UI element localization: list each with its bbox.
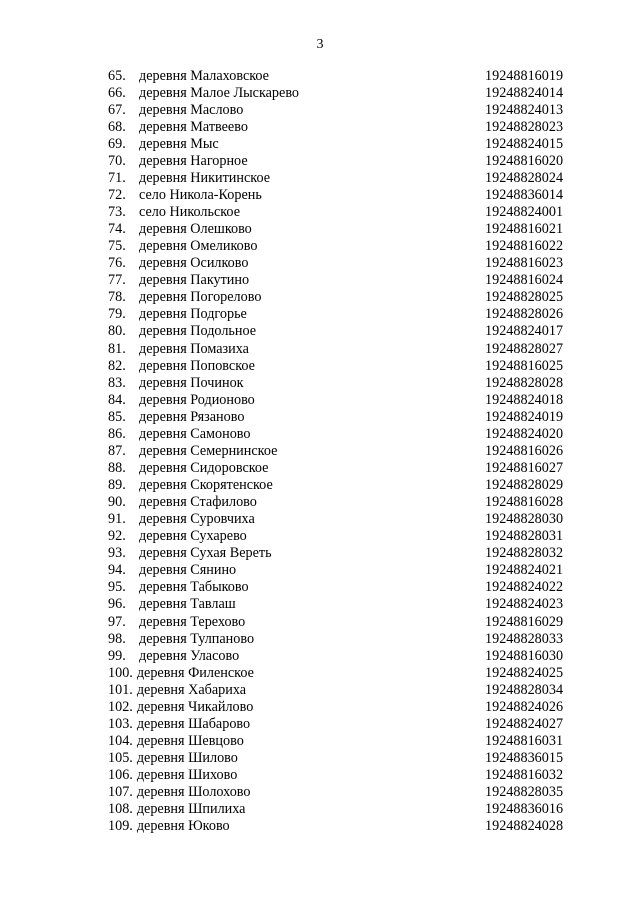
oktmo-code: 19248828030 [485, 511, 564, 528]
list-item [0, 221, 640, 238]
settlement-name: деревня Филенское [136, 664, 254, 681]
item-number: 71. [108, 169, 126, 186]
list-item [0, 596, 640, 613]
list-item [0, 631, 640, 648]
oktmo-code: 19248816022 [485, 238, 564, 255]
item-number: 95. [108, 579, 126, 596]
oktmo-code: 19248816029 [485, 613, 564, 630]
oktmo-code: 19248824023 [485, 596, 564, 613]
list-item [0, 614, 640, 631]
list-item [0, 272, 640, 289]
item-number: 87. [108, 442, 126, 459]
settlement-name: деревня Сидоровское [139, 459, 269, 476]
list-item [0, 119, 640, 136]
settlement-name: деревня Омеликово [139, 238, 258, 255]
settlement-name: деревня Уласово [139, 647, 240, 664]
list-item [0, 443, 640, 460]
list-item [0, 716, 640, 733]
oktmo-code: 19248816024 [485, 272, 564, 289]
settlement-name: деревня Олешково [139, 221, 252, 238]
oktmo-code: 19248824014 [485, 84, 564, 101]
oktmo-code: 19248828025 [485, 289, 564, 306]
settlement-name: деревня Скорятенское [139, 477, 273, 493]
settlement-name: деревня Шилово [136, 750, 238, 766]
settlement-name: деревня Рязаново [139, 408, 245, 425]
oktmo-code: 19248816026 [485, 442, 564, 459]
oktmo-code: 19248828032 [485, 545, 564, 562]
settlement-name: деревня Мыс [139, 135, 219, 152]
settlement-name: деревня Шпилиха [136, 801, 246, 818]
oktmo-code: 19248824021 [485, 562, 564, 579]
settlement-name: деревня Сухарево [139, 528, 247, 545]
item-number: 103. [108, 715, 133, 732]
oktmo-code: 19248816030 [485, 647, 564, 664]
settlement-name: деревня Табыково [139, 579, 249, 596]
oktmo-code: 19248836014 [485, 186, 564, 203]
item-number: 82. [108, 357, 126, 374]
item-number: 105. [108, 750, 133, 766]
list-item [0, 306, 640, 323]
list-item [0, 460, 640, 477]
list-item [0, 477, 640, 494]
oktmo-code: 19248828034 [485, 681, 564, 698]
list-item [0, 409, 640, 426]
oktmo-code: 19248824028 [485, 818, 564, 835]
settlement-name: деревня Погорелово [139, 289, 262, 306]
list-item [0, 136, 640, 153]
list-item [0, 494, 640, 511]
item-number: 81. [108, 340, 126, 357]
settlement-name: деревня Осилково [139, 255, 249, 272]
settlement-name: деревня Подольное [139, 323, 257, 340]
item-number: 78. [108, 289, 126, 306]
settlement-name: деревня Стафилово [139, 494, 257, 511]
oktmo-code: 19248816031 [485, 732, 564, 749]
settlement-name: деревня Суровчиха [139, 511, 255, 528]
oktmo-code: 19248824001 [485, 204, 564, 220]
item-number: 77. [108, 272, 126, 289]
oktmo-code: 19248828031 [485, 528, 564, 545]
item-number: 75. [108, 238, 126, 255]
list-item [0, 528, 640, 545]
list-item [0, 545, 640, 562]
item-number: 67. [108, 101, 126, 118]
item-number: 93. [108, 545, 126, 562]
page-number: 3 [316, 37, 324, 52]
oktmo-code: 19248816021 [485, 221, 564, 238]
list-item [0, 579, 640, 596]
oktmo-code: 19248828026 [485, 306, 564, 323]
oktmo-code: 19248828029 [485, 477, 564, 493]
item-number: 86. [108, 425, 126, 442]
list-item [0, 187, 640, 204]
oktmo-code: 19248816023 [485, 255, 564, 272]
oktmo-code: 19248824025 [485, 664, 564, 681]
item-number: 98. [108, 630, 126, 647]
oktmo-code: 19248824022 [485, 579, 564, 596]
settlement-name: деревня Чикайлово [136, 698, 254, 715]
item-number: 69. [108, 135, 126, 152]
oktmo-code: 19248828027 [485, 340, 564, 357]
settlement-name: деревня Матвеево [139, 118, 248, 135]
oktmo-code: 19248828035 [485, 784, 564, 801]
item-number: 97. [108, 613, 126, 630]
list-item [0, 767, 640, 784]
settlement-list [0, 68, 640, 836]
item-number: 104. [108, 732, 133, 749]
settlement-name: деревня Самоново [139, 425, 251, 442]
list-item [0, 153, 640, 170]
item-number: 73. [108, 204, 126, 220]
list-item [0, 665, 640, 682]
oktmo-code: 19248824015 [485, 135, 564, 152]
list-item [0, 289, 640, 306]
settlement-name: деревня Юково [136, 818, 230, 835]
list-item [0, 511, 640, 528]
settlement-name: деревня Шолохово [136, 784, 251, 801]
oktmo-code: 19248828024 [485, 169, 564, 186]
settlement-name: деревня Родионово [139, 391, 255, 408]
oktmo-code: 19248824020 [485, 425, 564, 442]
list-item [0, 204, 640, 221]
item-number: 83. [108, 374, 126, 391]
oktmo-code: 19248824018 [485, 391, 564, 408]
settlement-name: деревня Шихово [136, 767, 238, 784]
item-number: 92. [108, 528, 126, 545]
list-item [0, 801, 640, 818]
list-item [0, 682, 640, 699]
settlement-name: деревня Подгорье [139, 306, 247, 323]
list-item [0, 750, 640, 767]
settlement-name: деревня Тавлаш [139, 596, 236, 613]
list-item [0, 818, 640, 835]
item-number: 84. [108, 391, 126, 408]
settlement-name: деревня Маслово [139, 101, 244, 118]
item-number: 96. [108, 596, 126, 613]
list-item [0, 426, 640, 443]
item-number: 107. [108, 784, 133, 801]
oktmo-code: 19248816027 [485, 459, 564, 476]
oktmo-code: 19248828028 [485, 374, 564, 391]
settlement-name: деревня Шевцово [136, 732, 244, 749]
settlement-name: деревня Починок [139, 374, 244, 391]
item-number: 91. [108, 511, 126, 528]
item-number: 102. [108, 698, 133, 715]
settlement-name: село Никольское [139, 204, 240, 220]
item-number: 90. [108, 494, 126, 511]
oktmo-code: 19248828033 [485, 630, 564, 647]
settlement-name: деревня Никитинское [139, 169, 271, 186]
oktmo-code: 19248824017 [485, 323, 564, 340]
settlement-name: деревня Шабарово [136, 715, 251, 732]
oktmo-code: 19248824027 [485, 715, 564, 732]
list-item [0, 238, 640, 255]
item-number: 109. [108, 818, 133, 835]
list-item [0, 699, 640, 716]
oktmo-code: 19248816020 [485, 152, 564, 169]
item-number: 108. [108, 801, 133, 818]
list-item [0, 358, 640, 375]
settlement-name: деревня Сухая Вереть [139, 545, 272, 562]
settlement-name: деревня Хабариха [136, 681, 247, 698]
oktmo-code: 19248816032 [485, 767, 564, 784]
item-number: 101. [108, 681, 133, 698]
settlement-name: деревня Нагорное [139, 152, 248, 169]
list-item [0, 102, 640, 119]
list-item [0, 375, 640, 392]
item-number: 85. [108, 408, 126, 425]
oktmo-code: 19248836015 [485, 750, 564, 766]
settlement-name: деревня Семернинское [139, 442, 278, 459]
list-item [0, 68, 640, 85]
settlement-name: деревня Терехово [139, 613, 246, 630]
settlement-name: деревня Сянино [139, 562, 237, 579]
item-number: 99. [108, 647, 126, 664]
list-item [0, 170, 640, 187]
settlement-name: деревня Пакутино [139, 272, 250, 289]
item-number: 79. [108, 306, 126, 323]
item-number: 80. [108, 323, 126, 340]
item-number: 65. [108, 67, 126, 84]
item-number: 70. [108, 152, 126, 169]
list-item [0, 648, 640, 665]
settlement-name: деревня Поповское [139, 357, 255, 374]
settlement-name: деревня Тулпаново [139, 630, 255, 647]
list-item [0, 341, 640, 358]
list-item [0, 85, 640, 102]
item-number: 72. [108, 186, 126, 203]
oktmo-code: 19248816019 [485, 67, 564, 84]
item-number: 88. [108, 459, 126, 476]
list-item [0, 733, 640, 750]
oktmo-code: 19248816028 [485, 494, 564, 511]
list-item [0, 323, 640, 340]
item-number: 89. [108, 477, 126, 493]
oktmo-code: 19248836016 [485, 801, 564, 818]
list-item [0, 562, 640, 579]
settlement-name: село Никола-Корень [139, 186, 262, 203]
item-number: 94. [108, 562, 126, 579]
oktmo-code: 19248824026 [485, 698, 564, 715]
settlement-name: деревня Малое Лыскарево [139, 84, 300, 101]
oktmo-code: 19248828023 [485, 118, 564, 135]
item-number: 66. [108, 84, 126, 101]
oktmo-code: 19248824013 [485, 101, 564, 118]
item-number: 68. [108, 118, 126, 135]
settlement-name: деревня Малаховское [139, 67, 269, 84]
item-number: 100. [108, 664, 133, 681]
list-item [0, 255, 640, 272]
item-number: 74. [108, 221, 126, 238]
item-number: 76. [108, 255, 126, 272]
list-item [0, 392, 640, 409]
settlement-name: деревня Помазиха [139, 340, 249, 357]
oktmo-code: 19248824019 [485, 408, 564, 425]
list-item [0, 784, 640, 801]
oktmo-code: 19248816025 [485, 357, 564, 374]
item-number: 106. [108, 767, 133, 784]
